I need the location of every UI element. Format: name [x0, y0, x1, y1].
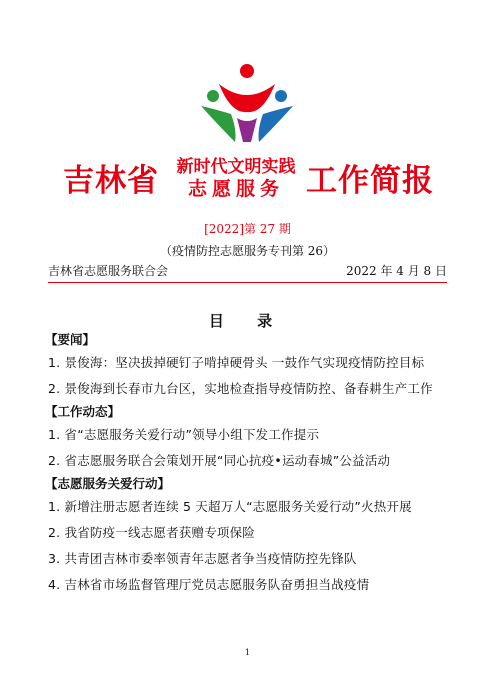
toc-section-heading: 【工作动态】: [45, 404, 121, 419]
brief-title-mid-line2: 志愿服务: [187, 178, 284, 200]
volunteer-logo-icon: [197, 62, 297, 144]
toc-section-heading: 【要闻】: [45, 332, 96, 347]
brief-title-right: 工作简报: [306, 163, 434, 199]
toc-item[interactable]: 1. 景俊海：坚决拔掉硬钉子啃掉硬骨头 一鼓作气实现疫情防控目标: [48, 355, 425, 370]
page-number: 1: [244, 648, 251, 657]
issue-number: [2022]第 27 期: [204, 222, 291, 236]
issue-subtitle: （疫情防控志愿服务专刊第 26）: [159, 244, 336, 258]
brief-title-middle: [174, 156, 298, 200]
toc-item[interactable]: 2. 景俊海到长春市九台区，实地检查指导疫情防控、备春耕生产工作: [48, 381, 433, 396]
brief-title-mid-line1: 新时代文明实践: [176, 157, 296, 177]
publisher-line: [48, 262, 447, 279]
toc-item[interactable]: 1. 省“志愿服务关爱行动”领导小组下发工作提示: [48, 427, 320, 442]
toc-item[interactable]: 2. 我省防疫一线志愿者获赠专项保险: [48, 525, 256, 540]
toc-item[interactable]: 2. 省志愿服务联合会策划开展“同心抗疫•运动春城”公益活动: [48, 453, 391, 468]
brief-title-left: 吉林省: [63, 163, 159, 199]
organization-name: 吉林省志愿服务联合会: [48, 264, 169, 278]
toc-title: 目 录: [208, 312, 287, 330]
table-of-contents: [45, 330, 451, 598]
publish-date: 2022 年 4 月 8 日: [346, 264, 447, 278]
toc-item[interactable]: 3. 共青团吉林市委率领青年志愿者争当疫情防控先锋队: [48, 551, 357, 566]
toc-item[interactable]: 4. 吉林省市场监督管理厅党员志愿服务队奋勇担当战疫情: [48, 577, 370, 592]
header-divider: [48, 282, 447, 283]
toc-item[interactable]: 1. 新增注册志愿者连续 5 天超万人“志愿服务关爱行动”火热开展: [48, 499, 412, 514]
toc-section-heading: 【志愿服务关爱行动】: [45, 476, 171, 491]
